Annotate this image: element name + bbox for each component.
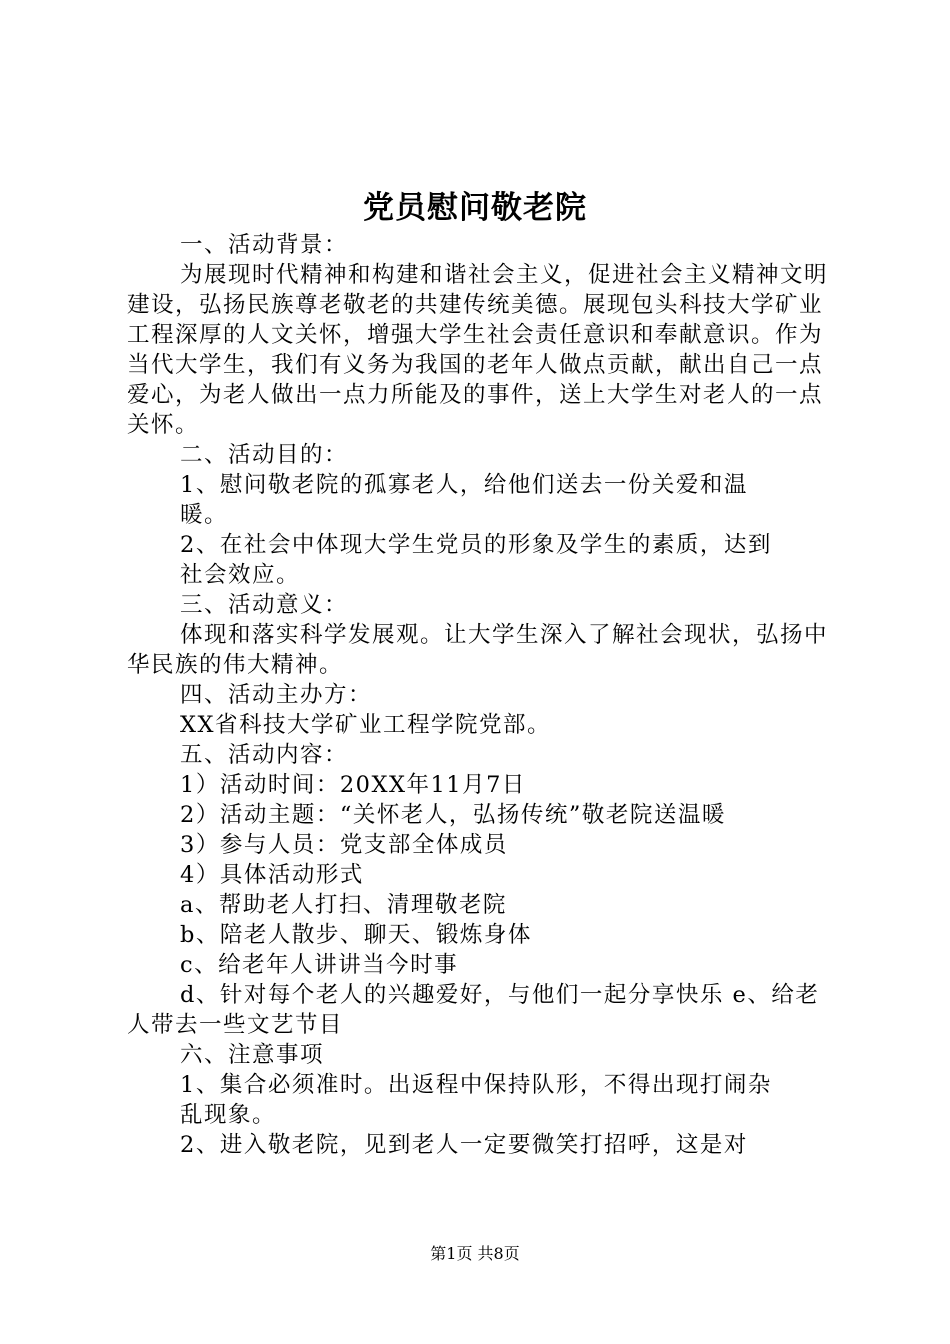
content-item-time: 1）活动时间：20XX年11月7日 [180,772,526,798]
organizer-paragraph: XX省科技大学矿业工程学院党部。 [180,712,552,738]
document-title: 党员慰问敬老院 [363,190,587,226]
purpose-item-1: 1、慰问敬老院的孤寡老人，给他们送去一份关爱和温暖。 [180,472,748,528]
form-item-b: b、陪老人散步、聊天、锻炼身体 [180,922,532,948]
section-heading-content: 五、活动内容： [180,742,349,768]
notes-item-1: 1、集合必须准时。出返程中保持队形，不得出现打闹杂乱现象。 [180,1072,772,1128]
section-heading-organizer: 四、活动主办方： [180,682,373,708]
content-item-participants: 3）参与人员：党支部全体成员 [180,832,508,858]
document-body [127,230,833,1160]
section-heading-notes: 六、注意事项 [180,1042,325,1068]
content-item-theme: 2）活动主题：“关怀老人，弘扬传统”敬老院送温暖 [180,802,726,828]
section-heading-background: 一、活动背景： [180,232,349,258]
significance-paragraph: 体现和落实科学发展观。让大学生深入了解社会现状，弘扬中华民族的伟大精神。 [127,622,829,678]
form-item-d-e: d、针对每个老人的兴趣爱好，与他们一起分享快乐 e、给老人带去一些文艺节目 [127,982,820,1038]
form-item-c: c、给老年人讲讲当今时事 [180,952,459,978]
section-heading-significance: 三、活动意义： [180,592,349,618]
notes-item-2: 2、进入敬老院，见到老人一定要微笑打招呼，这是对 [180,1132,748,1158]
form-item-a: a、帮助老人打扫、清理敬老院 [180,892,507,918]
page-footer: 第1页 共8页 [430,1244,520,1263]
content-item-forms: 4）具体活动形式 [180,862,364,888]
section-heading-purpose: 二、活动目的： [180,442,349,468]
background-paragraph: 为展现时代精神和构建和谐社会主义，促进社会主义精神文明建设，弘扬民族尊老敬老的共建传统美德。展现包头科技大学矿业工程深厚的人文关怀，增强大学生社会责任意识和奉献意识。作为当代大学生，我们有义务为我国的老年人做点贡献，献出自己一点爱心，为老人做出一点力所能及的事件，送上大学生对老人的一点关怀。 [127,262,829,438]
purpose-item-2: 2、在社会中体现大学生党员的形象及学生的素质，达到社会效应。 [180,532,772,588]
